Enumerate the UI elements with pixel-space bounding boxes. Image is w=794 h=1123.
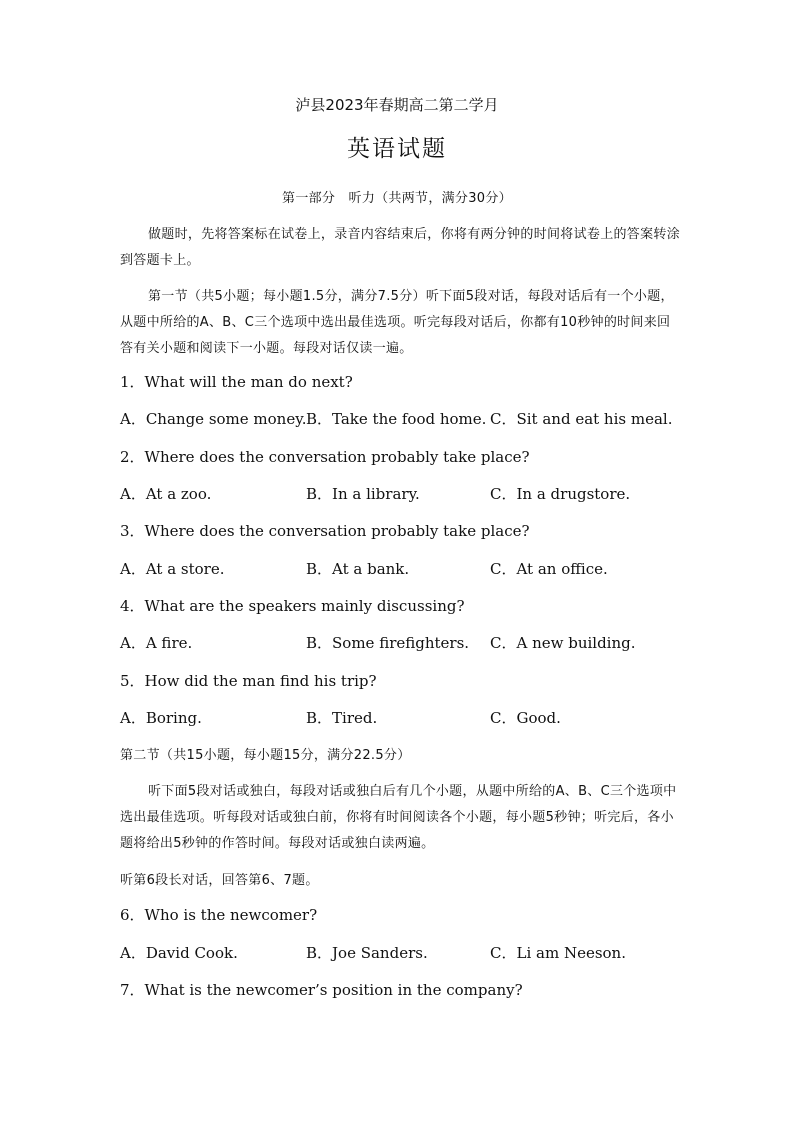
q6-option-b: B．Joe Sanders. — [306, 944, 428, 962]
question-2: 2．Where does the conversation probably take place? — [120, 448, 530, 466]
question-1: 1．What will the man do next? — [120, 373, 353, 391]
q1-option-b: B．Take the food home. — [306, 410, 487, 428]
question-5: 5．How did the man find his trip? — [120, 672, 377, 690]
page-title: 英语试题 — [347, 136, 447, 162]
q4-option-a: A．A fire. — [120, 634, 193, 652]
section2-intro: 听下面5段对话或独白，每段对话或独白后有几个小题，从题中所给的A、B、C三个选项中选出最佳选项。听每段对话或独白前，你将有时间阅读各个小题，每小题5秒钟；听完后，各小题将给出5秒钟的作答时间。每段对话或独白读两遍。 — [120, 784, 677, 851]
q6-option-c: C．Li am Neeson. — [490, 944, 626, 962]
section1-intro: 第一节（共5小题；每小题1.5分，满分7.5分）听下面5段对话，每段对话后有一个小题，从题中所给的A、B、C三个选项中选出最佳选项。听完每段对话后，你都有10秒钟的时间来回答有关小题和阅读下一小题。每段对话仅读一遍。 — [120, 289, 674, 356]
q3-option-c: C．At an office. — [490, 560, 608, 578]
part1-heading: 第一部分 听力（共两节，满分30分） — [282, 191, 512, 206]
exam-header: 泸县2023年春期高二第二学月 — [295, 96, 499, 114]
q6-option-a: A．David Cook. — [120, 944, 238, 962]
q3-option-b: B．At a bank. — [306, 560, 410, 578]
q1-option-c: C．Sit and eat his meal. — [490, 410, 673, 428]
q4-option-b: B．Some firefighters. — [306, 634, 470, 652]
question-7: 7．What is the newcomer’s position in the company? — [120, 981, 523, 999]
q2-option-c: C．In a drugstore. — [490, 485, 631, 503]
question-4: 4．What are the speakers mainly discussing? — [120, 597, 465, 615]
q2-option-b: B．In a library. — [306, 485, 420, 503]
q4-option-c: C．A new building. — [490, 634, 636, 652]
q5-option-b: B．Tired. — [306, 709, 378, 727]
q5-option-a: A．Boring. — [120, 709, 202, 727]
q5-option-c: C．Good. — [490, 709, 561, 727]
q3-option-a: A．At a store. — [120, 560, 225, 578]
q1-option-a: A．Change some money. — [120, 410, 307, 428]
question-3: 3．Where does the conversation probably take place? — [120, 522, 530, 540]
section2-heading: 第二节（共15小题，每小题15分，满分22.5分） — [120, 748, 411, 763]
q2-option-a: A．At a zoo. — [120, 485, 212, 503]
instructions: 做题时，先将答案标在试卷上，录音内容结束后，你将有两分钟的时间将试卷上的答案转涂到答题卡上。 — [120, 227, 681, 268]
question-6: 6．Who is the newcomer? — [120, 906, 318, 924]
dialogue6-note: 听第6段长对话，回答第6、7题。 — [120, 873, 319, 888]
